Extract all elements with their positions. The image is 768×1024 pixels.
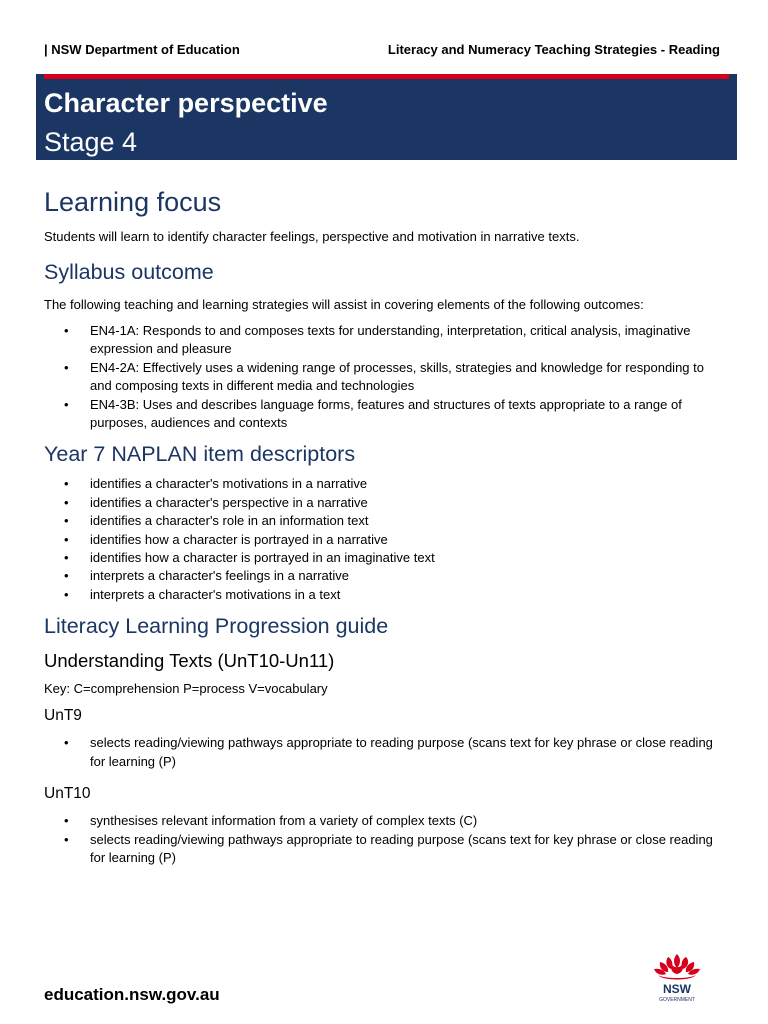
page-title: Character perspective	[44, 88, 328, 118]
unt9-list	[44, 734, 724, 771]
list-item: • synthesises relevant information from a variety of complex texts (C)	[44, 812, 724, 830]
header-document-title: Literacy and Numeracy Teaching Strategies - Reading	[387, 42, 720, 57]
footer-website-url: education.nsw.gov.au	[44, 985, 220, 1004]
logo-wordmark: NSW	[663, 982, 691, 996]
learning-focus-text: Students will learn to identify character feelings, perspective and motivation in narrative texts.	[44, 229, 580, 244]
banner-accent-bar	[44, 74, 729, 79]
list-item: • identifies how a character is portrayed in a narrative	[44, 531, 724, 549]
list-item: • selects reading/viewing pathways appropriate to reading purpose (scans text for key phrase or close reading for learning (P)	[44, 831, 724, 868]
nsw-government-logo	[648, 948, 706, 1006]
header-department: | NSW Department of Education	[44, 42, 240, 57]
list-item: • interprets a character's motivations in a text	[44, 586, 724, 604]
list-item: • interprets a character's feelings in a narrative	[44, 567, 724, 585]
list-item: • identifies a character's motivations in a narrative	[44, 475, 724, 493]
learning-focus-heading: Learning focus	[44, 187, 222, 217]
unt10-label: UnT10	[44, 785, 91, 803]
naplan-heading: Year 7 NAPLAN item descriptors	[44, 442, 356, 467]
logo-subtext: GOVERNMENT	[659, 997, 695, 1003]
naplan-descriptor-list	[44, 475, 724, 604]
title-banner	[36, 74, 737, 160]
unt9-label: UnT9	[44, 707, 82, 725]
progression-heading: Literacy Learning Progression guide	[44, 614, 389, 639]
list-item: • identifies a character's perspective in a narrative	[44, 494, 724, 512]
progression-subheading: Understanding Texts (UnT10-Un11)	[44, 650, 335, 672]
list-item: • selects reading/viewing pathways appropriate to reading purpose (scans text for key phrase or close reading for learning (P)	[44, 734, 724, 771]
progression-key: Key: C=comprehension P=process V=vocabulary	[44, 681, 328, 697]
syllabus-heading: Syllabus outcome	[44, 260, 214, 284]
list-item: • EN4-2A: Effectively uses a widening range of processes, skills, strategies and knowledge for responding to and composing texts in different media and technologies	[44, 359, 724, 396]
list-item: • EN4-3B: Uses and describes language forms, features and structures of texts appropriate to a range of purposes, audiences and contexts	[44, 396, 724, 433]
list-item: • identifies a character's role in an information text	[44, 512, 724, 530]
stage-subtitle: Stage 4	[44, 127, 138, 157]
syllabus-intro: The following teaching and learning strategies will assist in covering elements of the following outcomes:	[44, 297, 644, 312]
syllabus-outcome-list	[44, 322, 724, 432]
document-body	[44, 186, 724, 867]
unt10-list	[44, 812, 724, 867]
list-item: • identifies how a character is portrayed in an imaginative text	[44, 549, 724, 567]
list-item: • EN4-1A: Responds to and composes texts for understanding, interpretation, critical analysis, imaginative expression and pleasure	[44, 322, 724, 359]
